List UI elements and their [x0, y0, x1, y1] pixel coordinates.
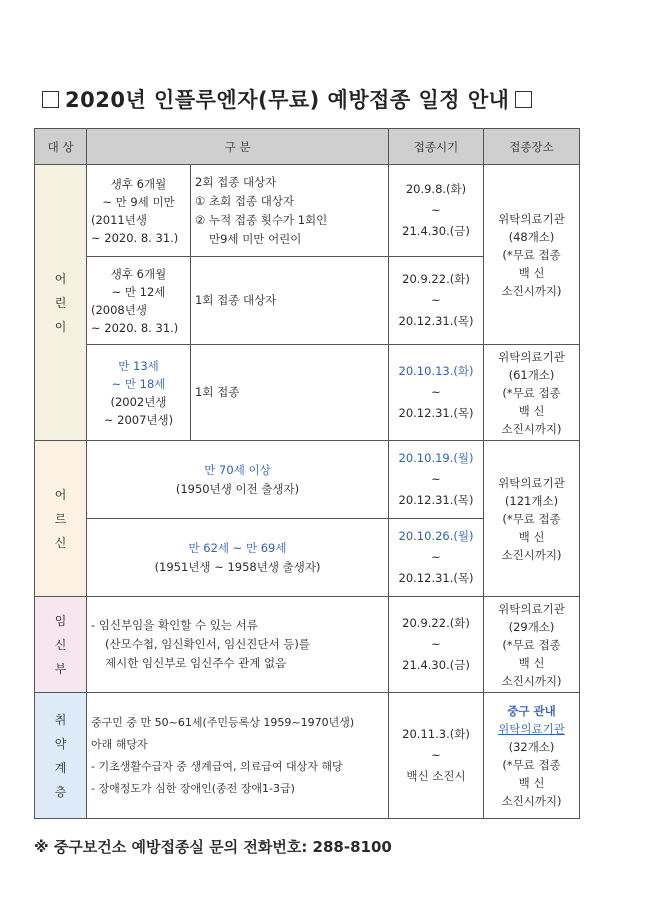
- square-icon: [42, 91, 59, 108]
- header-category: 구 분: [87, 129, 389, 165]
- page-title: [36, 84, 616, 114]
- vaccination-period: 20.10.26.(월) ~ 20.12.31.(목): [389, 519, 484, 597]
- target-description: 만 70세 이상 (1950년생 이전 출생자): [87, 441, 389, 519]
- vaccination-period: 20.10.19.(월) ~ 20.12.31.(목): [389, 441, 484, 519]
- category-elder: 어 르 신: [35, 441, 87, 597]
- age-range: 생후 6개월 ~ 만 12세 (2008년생 ~ 2020. 8. 31.): [87, 257, 191, 345]
- vaccination-period: 20.9.8.(화) ~ 21.4.30.(금): [389, 165, 484, 257]
- header-place: 접종장소: [484, 129, 580, 165]
- vaccination-place: 위탁의료기관 (121개소) (*무료 접종 백 신 소진시까지): [484, 441, 580, 597]
- table-row: [35, 597, 580, 693]
- target-description: 중구민 중 만 50~61세(주민등록상 1959~1970년생) 아래 해당자 - 기초생활수급자 중 생계급여, 의료급여 대상자 해당 - 장애정도가 심한 장애인(종전 장애1-3급): [87, 693, 389, 819]
- header-period: 접종시기: [389, 129, 484, 165]
- vaccination-place: 위탁의료기관 (61개소) (*무료 접종 백 신 소진시까지): [484, 345, 580, 441]
- vaccination-place: 중구 관내 위탁의료기관 (32개소) (*무료 접종 백 신 소진시까지): [484, 693, 580, 819]
- target-description: - 임신부임을 확인할 수 있는 서류 (산모수첩, 임신확인서, 임신진단서 등)를 제시한 임신부로 임신주수 관계 없음: [87, 597, 389, 693]
- table-row: [35, 345, 580, 441]
- target-description: 1회 접종: [191, 345, 389, 441]
- header-target: 대 상: [35, 129, 87, 165]
- age-range: 생후 6개월 ~ 만 9세 미만 (2011년생 ~ 2020. 8. 31.): [87, 165, 191, 257]
- vaccination-period: 20.9.22.(화) ~ 20.12.31.(목): [389, 257, 484, 345]
- category-pregnant: 임 신 부: [35, 597, 87, 693]
- schedule-table: [34, 128, 580, 819]
- category-child: 어 린 이: [35, 165, 87, 441]
- table-row: [35, 441, 580, 519]
- vaccination-period: 20.10.13.(화) ~ 20.12.31.(목): [389, 345, 484, 441]
- table-row: [35, 693, 580, 819]
- target-description: 만 62세 ~ 만 69세 (1951년생 ~ 1958년생 출생자): [87, 519, 389, 597]
- target-description: 2회 접종 대상자 ① 초회 접종 대상자 ② 누적 접종 횟수가 1회인 만9세 미만 어린이: [191, 165, 389, 257]
- age-range: 만 13세 ~ 만 18세 (2002년생 ~ 2007년생): [87, 345, 191, 441]
- table-row: [35, 165, 580, 257]
- target-description: 1회 접종 대상자: [191, 257, 389, 345]
- vaccination-place: 위탁의료기관 (48개소) (*무료 접종 백 신 소진시까지): [484, 165, 580, 345]
- contact-footer: ※ 중구보건소 예방접종실 문의 전화번호: 288-8100: [34, 838, 392, 856]
- title-text: 2020년 인플루엔자(무료) 예방접종 일정 안내: [65, 88, 510, 112]
- vaccination-period: 20.11.3.(화) ~ 백신 소진시: [389, 693, 484, 819]
- header-row: [35, 129, 580, 165]
- vaccination-place: 위탁의료기관 (29개소) (*무료 접종 백 신 소진시까지): [484, 597, 580, 693]
- square-icon: [515, 91, 532, 108]
- vaccination-period: 20.9.22.(화) ~ 21.4.30.(금): [389, 597, 484, 693]
- category-vulnerable: 취 약 계 층: [35, 693, 87, 819]
